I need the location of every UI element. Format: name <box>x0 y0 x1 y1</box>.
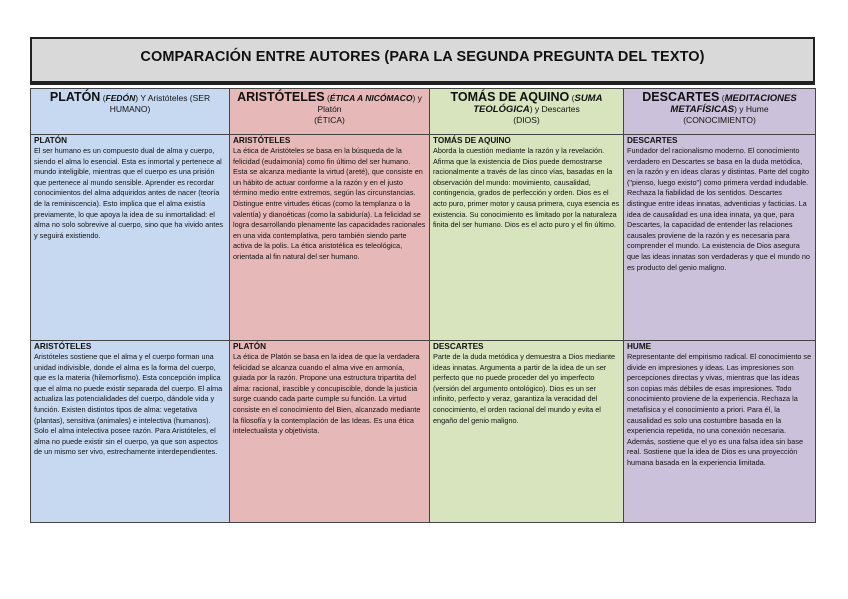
header-descartes <box>624 89 816 135</box>
cell-text: La ética de Aristóteles se basa en la búsqueda de la felicidad (eudaimonía) como fin último del ser humano. Esta se alcanza mediante la virtud (areté), que consiste en un hábito de actuar conforme a la razón y en el justo término medio entre extremos, según las circunstancias. Distingue entre virtudes éticas (como la templanza o la valentía) y dianoéticas (como la sabiduría). La felicidad se logra desarrollando plenamente las capacidades racionales en una vida contemplativa, pero también siendo parte activa de la polis. La ética aristotélica es teleológica, orientada al fin natural del ser humano. <box>233 146 426 261</box>
cell-title: DESCARTES <box>433 342 484 351</box>
cell-title: ARISTÓTELES <box>233 136 291 145</box>
title-box <box>30 37 815 85</box>
header-work: SUMA TEOLÓGICA <box>473 93 603 115</box>
cell-text: Parte de la duda metódica y demuestra a Dios mediante ideas innatas. Argumenta a partir de la idea de un ser perfecto que no puede proceder del yo imperfecto (versión del argumento ontológico). Dios es un ser infinito, perfecto y veraz, garantiza la veracidad del conocimiento, el orden racional del mundo y evita el engaño del genio maligno. <box>433 352 616 425</box>
header-aristoteles <box>230 89 430 135</box>
cell-tomas-dios <box>430 135 624 341</box>
cell-hume-conocimiento <box>624 341 816 523</box>
cell-platon-ser-humano <box>31 135 230 341</box>
cell-title: ARISTÓTELES <box>34 342 92 351</box>
header-author: PLATÓN <box>49 90 101 104</box>
cell-title: HUME <box>627 342 652 351</box>
header-work: FEDÓN <box>105 93 136 103</box>
header-paren-open: ( <box>569 93 575 103</box>
content-row-2 <box>31 341 816 523</box>
cell-title: DESCARTES <box>627 136 678 145</box>
cell-platon-etica <box>230 341 430 523</box>
header-author: DESCARTES <box>642 90 720 104</box>
header-paren-close: ) <box>529 104 533 114</box>
header-detail: y Descartes <box>532 104 580 114</box>
header-paren-open: ( <box>324 93 330 103</box>
header-paren-open: ( <box>719 93 725 103</box>
cell-title: PLATÓN <box>233 342 267 351</box>
header-platon <box>31 89 230 135</box>
header-paren-close: ) <box>412 93 416 103</box>
cell-text: Aristóteles sostiene que el alma y el cuerpo forman una unidad indivisible, donde el alma es la forma del cuerpo, que es la materia (hilemorfismo). Esta concepción implica que el alma no puede existir separada del cuerpo. El alma actualiza las potencialidades del cuerpo, dándole vida y función. Existen distintos tipos de alma: vegetativa (plantas), sensitiva (animales) e intelectiva (humanos). Solo el alma intelectiva posee razón. Para Aristóteles, el alma no puede existir sin el cuerpo, ya que son aspectos de un mismo ser vivo, estrechamente interdependientes. <box>34 352 223 457</box>
cell-aristoteles-etica <box>230 135 430 341</box>
content-row-1 <box>31 135 816 341</box>
cell-text: Aborda la cuestión mediante la razón y la revelación. Afirma que la existencia de Dios puede demostrarse racionalmente a través de las cinco vías, basadas en la observación del mundo: movimiento, causalidad, contingencia, grados de perfección y orden. Dios es el acto puro, primer motor y causa primera, cuya esencia es existencia. Su conocimiento es limitado por la naturaleza finita del ser humano. Dios es el acto puro y el fin último. <box>433 146 620 230</box>
header-paren-open: ( <box>100 93 106 103</box>
cell-text: El ser humano es un compuesto dual de alma y cuerpo, siendo el alma lo esencial. Esta es inmortal y pertenece al mundo inteligible, mientras que el cuerpo es una prisión que pertenece al mundo sensible. Aprender es recordar conocimientos del alma adquiridos antes de nacer (teoría de la reminiscencia). Esto implica que el alma existía previamente, lo que apoya la idea de su inmortalidad: el alma no solo sobrevive al cuerpo, sino que ha vivido antes y seguirá existiendo. <box>34 146 224 240</box>
header-row <box>31 89 816 135</box>
header-work: ÉTICA A NICÓMACO <box>329 93 413 103</box>
header-topic: (CONOCIMIENTO) <box>683 115 756 125</box>
cell-descartes-dios <box>430 341 624 523</box>
cell-text: Fundador del racionalismo moderno. El conocimiento verdadero en Descartes se basa en la duda metódica, en la razón y en ideas claras y distintas. Parte del cogito ("pienso, luego existo") como primera verdad indudable. Rechaza la fiabilidad de los sentidos. Descartes distingue entre ideas innatas, adventicias y facticias. La idea de causalidad es una idea innata, ya que, para Descartes, la capacidad de entender las relaciones causales proviene de la razón y es necesaria para comprender el mundo. La existencia de Dios asegura que las ideas innatas son verdaderas y que el mundo no es producto del genio maligno. <box>627 146 810 272</box>
header-detail: Y Aristóteles (SER HUMANO) <box>109 93 211 114</box>
comparison-table <box>30 88 816 523</box>
header-tomas <box>430 89 624 135</box>
header-work: MEDITACIONES METAFÍSICAS <box>670 93 797 115</box>
header-author: TOMÁS DE AQUINO <box>450 90 570 104</box>
header-paren-close: ) <box>135 93 139 103</box>
document-title: COMPARACIÓN ENTRE AUTORES (PARA LA SEGUNDA PREGUNTA DEL TEXTO) <box>140 49 705 65</box>
cell-text: Representante del empirismo radical. El conocimiento se divide en impresiones y ideas. Las impresiones son percepciones directas y vivas, mientras que las ideas son copias más débiles de esas impresiones. Todo conocimiento proviene de la experiencia. Rechaza la metafísica y el conocimiento a priori. Para él, la causalidad es solo una costumbre basada en la experiencia repetida, no una conexión necesaria. Además, sostiene que el yo es una falsa idea sin base real. Sostiene que la idea de Dios es una proyección humana basada en la experiencia limitada. <box>627 352 812 467</box>
cell-descartes-conocimiento <box>624 135 816 341</box>
header-author: ARISTÓTELES <box>237 90 325 104</box>
header-topic: (ÉTICA) <box>314 115 345 125</box>
header-paren-close: ) <box>734 104 737 114</box>
cell-title: PLATÓN <box>34 136 68 145</box>
header-detail: y Platón <box>317 93 422 114</box>
cell-text: La ética de Platón se basa en la idea de que la verdadera felicidad se alcanza cuando el alma vive en armonía, guiada por la razón. Propone una estructura tripartita del alma: racional, irascible y concupiscible, donde la justicia surge cuando cada parte cumple su función. La virtud consiste en el conocimiento del Bien, alcanzado mediante la filosofía y la contemplación de las Ideas. Es una ética intelectualista y objetivista. <box>233 352 421 436</box>
cell-title: TOMÁS DE AQUINO <box>433 136 511 145</box>
header-detail: y Hume <box>736 104 769 114</box>
cell-aristoteles-ser-humano <box>31 341 230 523</box>
header-topic: (DIOS) <box>513 115 540 125</box>
